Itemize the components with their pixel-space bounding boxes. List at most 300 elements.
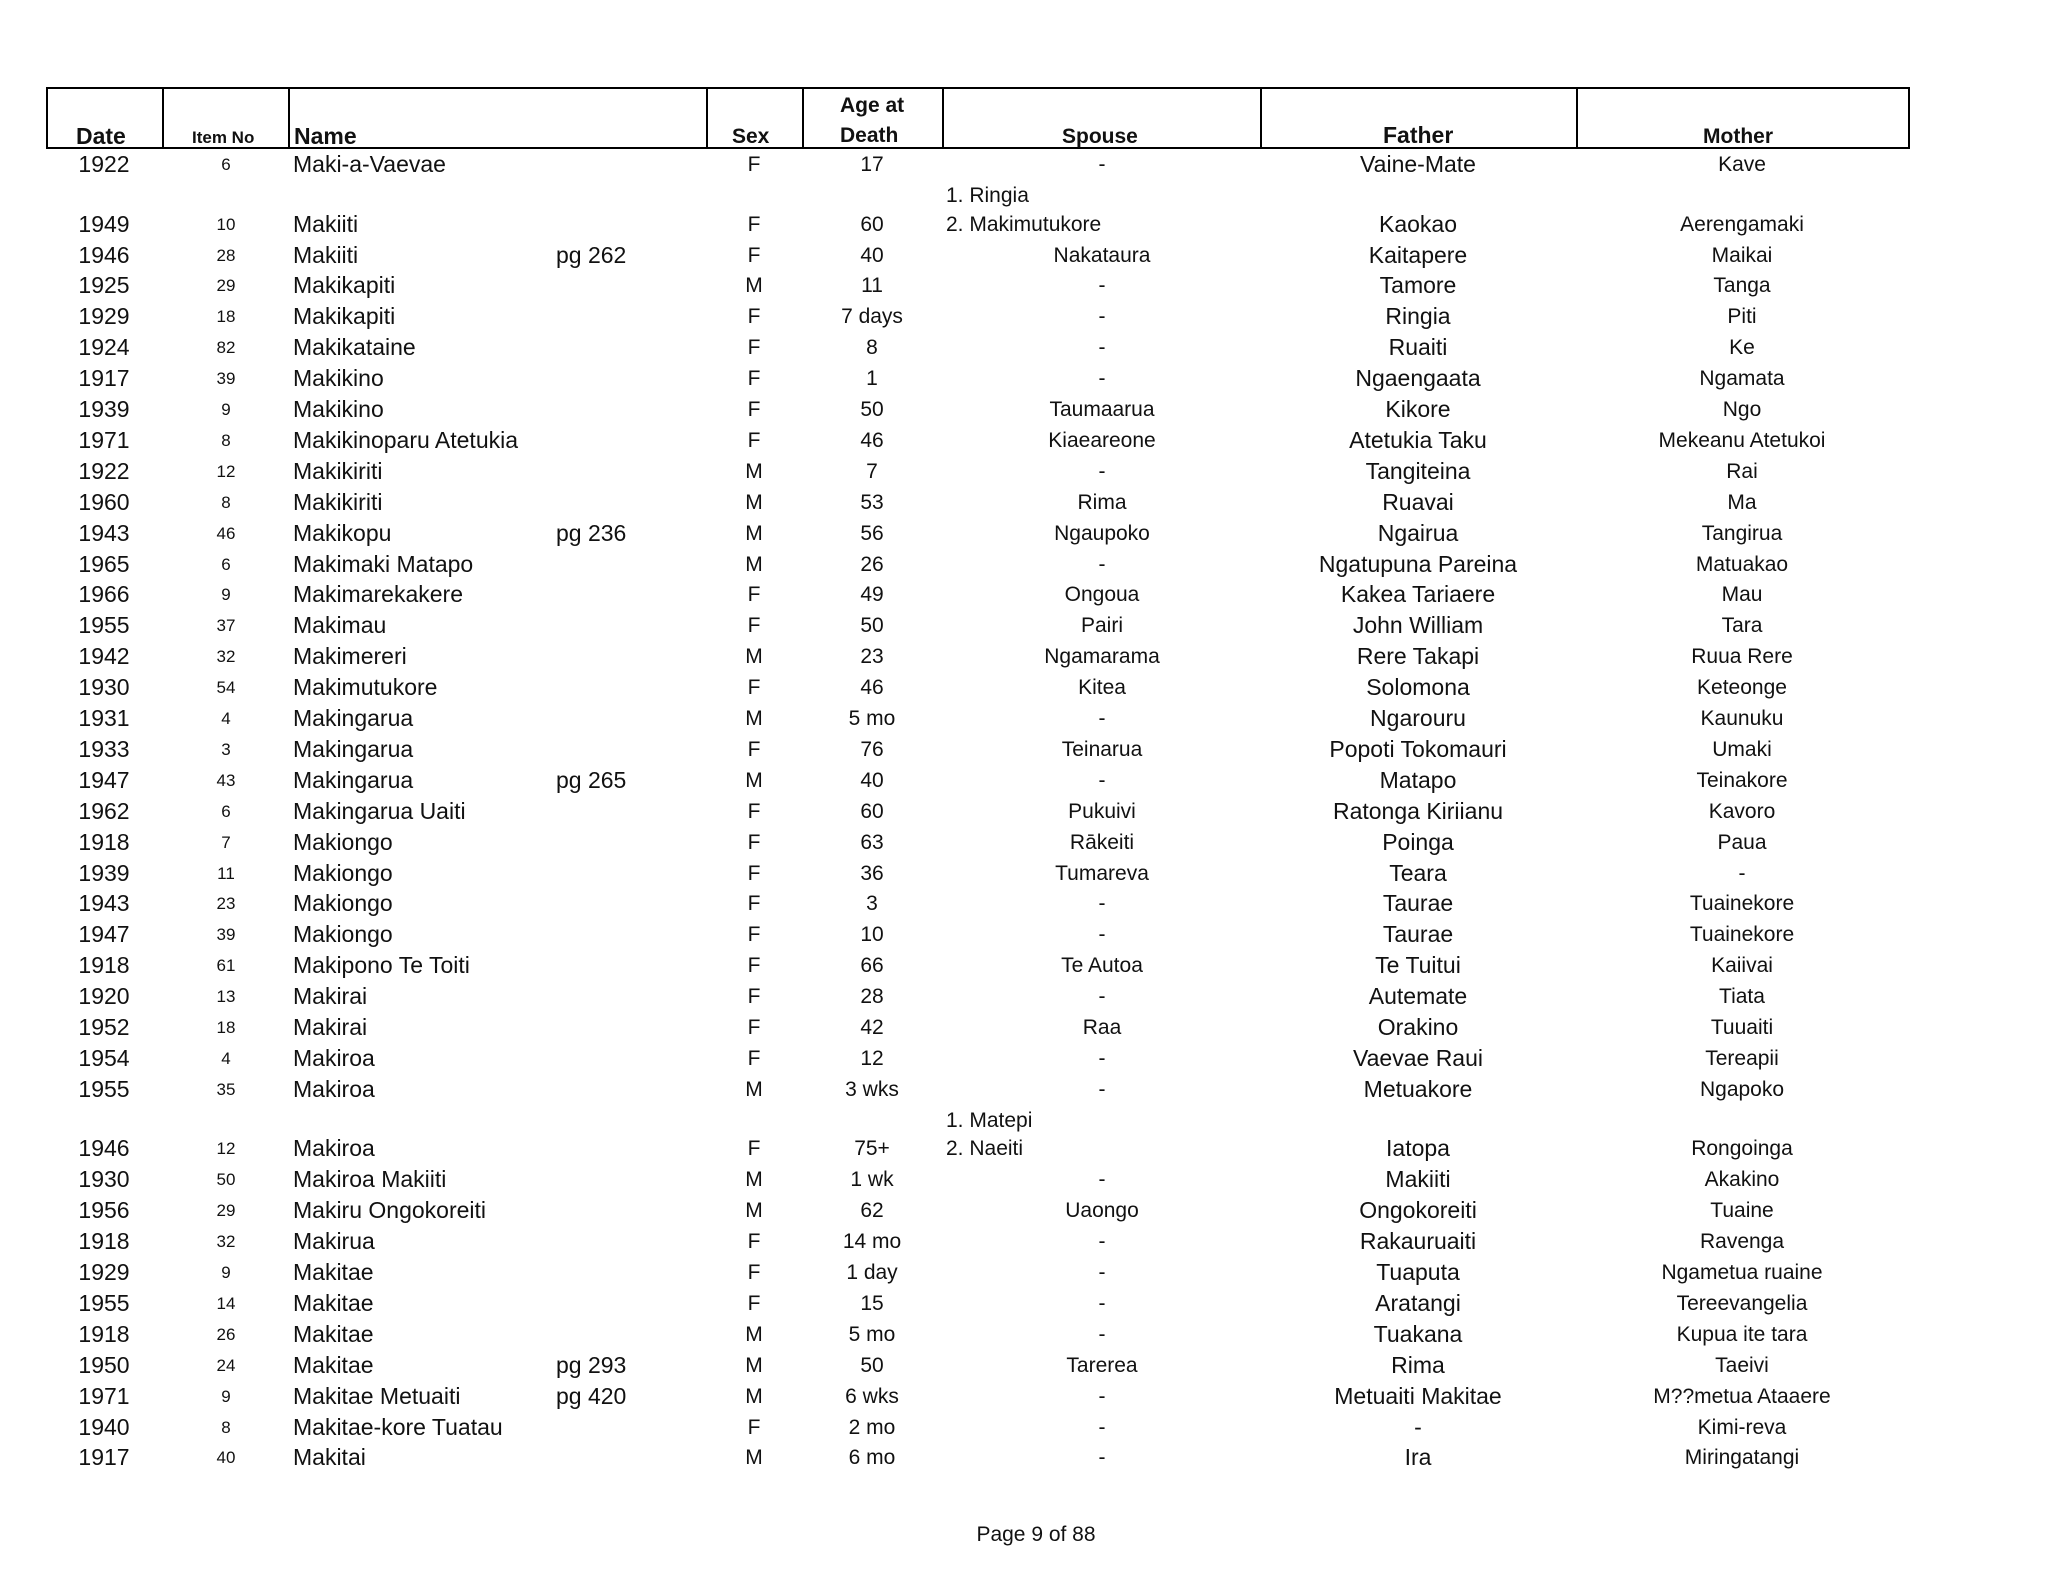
- cell-mother: Tangirua: [1701, 521, 1783, 545]
- cell-spouse: -: [1098, 985, 1106, 1009]
- cell-age: 12: [860, 1046, 884, 1070]
- cell-pg: pg 293: [556, 1351, 627, 1378]
- cell-mother: Kavoro: [1708, 799, 1776, 823]
- cell-sex: M: [745, 490, 763, 514]
- page-number: Page 9 of 88: [976, 1523, 1096, 1546]
- cell-father: Autemate: [1368, 983, 1468, 1010]
- cell-date: 1960: [78, 488, 130, 515]
- cell-item: 4: [221, 709, 231, 729]
- cell-date: 1966: [78, 581, 130, 608]
- cell-date: 1947: [78, 921, 130, 948]
- cell-father: -: [1414, 1413, 1422, 1440]
- cell-father: Metuakore: [1363, 1075, 1473, 1102]
- cell-date: 1922: [78, 457, 130, 484]
- cell-sex: M: [745, 1353, 763, 1377]
- cell-spouse: -: [1098, 274, 1106, 298]
- cell-spouse: -: [1098, 923, 1106, 947]
- cell-sex: M: [745, 1168, 763, 1192]
- cell-age: 17: [860, 153, 884, 176]
- cell-sex: F: [747, 830, 761, 854]
- cell-mother: Rai: [1726, 459, 1758, 483]
- cell-age: 28: [860, 985, 884, 1009]
- cell-date: 1971: [78, 1382, 130, 1409]
- cell-sex: F: [747, 398, 761, 422]
- cell-age: 42: [860, 1016, 884, 1040]
- cell-spouse: -: [1098, 459, 1106, 483]
- cell-age: 76: [860, 737, 884, 761]
- header-cell-sex: [706, 87, 804, 149]
- cell-date: 1952: [78, 1014, 130, 1041]
- cell-name: Makikopu: [293, 519, 392, 546]
- cell-spouse: -: [1098, 1322, 1106, 1346]
- cell-name: Makingarua: [293, 735, 414, 762]
- cell-spouse: -: [1098, 768, 1106, 792]
- cell-spouse: -: [1098, 1415, 1106, 1439]
- header-mother: Mother: [1703, 125, 1773, 148]
- cell-mother: Kupua ite tara: [1676, 1322, 1808, 1346]
- cell-father: Kaokao: [1378, 210, 1458, 237]
- cell-sex: F: [747, 861, 761, 885]
- cell-sex: F: [747, 799, 761, 823]
- cell-item: 28: [216, 245, 236, 265]
- cell-spouse: Ngamarama: [1044, 645, 1160, 669]
- cell-date: 1946: [78, 241, 130, 268]
- cell-mother: Kaiivai: [1711, 954, 1773, 978]
- cell-name: Makimereri: [293, 643, 407, 670]
- cell-age: 7 days: [841, 305, 903, 329]
- cell-name: Makikiriti: [293, 457, 383, 484]
- cell-item: 9: [221, 1263, 231, 1283]
- cell-pg: pg 420: [556, 1382, 627, 1409]
- header-cell-father: [1260, 87, 1578, 149]
- header-cell-date: [46, 87, 164, 149]
- cell-age: 5 mo: [848, 707, 896, 731]
- cell-item: 9: [221, 585, 231, 605]
- cell-name: Makingarua: [293, 705, 414, 732]
- cell-date: 1946: [78, 1135, 130, 1162]
- header-spouse: Spouse: [1062, 125, 1138, 148]
- header-cell-item-no: [162, 87, 290, 149]
- cell-spouse: Pairi: [1080, 614, 1124, 638]
- cell-father: Makiiti: [1385, 1166, 1451, 1193]
- cell-age: 8: [866, 336, 878, 360]
- cell-spouse: -: [1098, 1261, 1106, 1285]
- cell-item: 6: [221, 801, 231, 821]
- cell-item: 9: [221, 400, 231, 420]
- cell-sex: F: [747, 892, 761, 916]
- cell-age: 50: [860, 398, 884, 422]
- cell-father: Ringia: [1385, 303, 1451, 330]
- cell-spouse: -: [1098, 153, 1106, 176]
- cell-item: 11: [217, 863, 235, 883]
- cell-mother: Ngamata: [1699, 367, 1785, 391]
- cell-age: 15: [860, 1291, 884, 1315]
- cell-spouse: Kitea: [1078, 676, 1126, 700]
- cell-spouse: Ngaupoko: [1054, 521, 1150, 545]
- cell-mother: Mau: [1721, 583, 1763, 607]
- cell-mother: Tuaine: [1710, 1199, 1774, 1223]
- cell-father: Popoti Tokomauri: [1329, 735, 1507, 762]
- spouse-list-item: 1. Matepi: [946, 1108, 1033, 1132]
- cell-name: Makitae: [293, 1351, 374, 1378]
- cell-item: 46: [216, 523, 236, 543]
- cell-father: Vaevae Raui: [1353, 1044, 1483, 1071]
- cell-mother: Tanga: [1713, 274, 1771, 298]
- cell-date: 1918: [78, 952, 130, 979]
- cell-name: Makitai: [293, 1444, 366, 1471]
- cell-age: 1 wk: [850, 1168, 894, 1192]
- cell-spouse: Tumareva: [1055, 861, 1149, 885]
- cell-date: 1955: [78, 612, 130, 639]
- cell-date: 1956: [78, 1197, 130, 1224]
- cell-spouse: Pukuivi: [1068, 799, 1136, 823]
- cell-mother: Miringatangi: [1684, 1446, 1800, 1470]
- cell-item: 54: [216, 678, 236, 698]
- cell-date: 1949: [78, 210, 130, 237]
- cell-item: 50: [216, 1170, 236, 1190]
- cell-name: Makitae: [293, 1289, 374, 1316]
- cell-sex: M: [745, 707, 763, 731]
- cell-age: 56: [860, 521, 884, 545]
- cell-name: Makitae: [293, 1259, 374, 1286]
- cell-mother: Rongoinga: [1691, 1137, 1793, 1161]
- cell-sex: F: [747, 243, 761, 267]
- cell-name: Makipono Te Toiti: [293, 952, 470, 979]
- header-sex: Sex: [732, 125, 770, 148]
- cell-mother: Matuakao: [1695, 552, 1789, 576]
- cell-item: 29: [216, 1201, 236, 1221]
- cell-date: 1925: [78, 272, 130, 299]
- cell-name: Makirai: [293, 1014, 368, 1041]
- cell-spouse: -: [1098, 1384, 1106, 1408]
- cell-name: Makimau: [293, 612, 387, 639]
- cell-sex: F: [747, 923, 761, 947]
- cell-mother: -: [1738, 861, 1746, 885]
- cell-age: 14 mo: [842, 1230, 902, 1254]
- cell-sex: F: [747, 1261, 761, 1285]
- cell-date: 1917: [78, 1444, 130, 1471]
- cell-item: 82: [216, 338, 236, 358]
- cell-mother: Umaki: [1712, 737, 1772, 761]
- cell-age: 7: [866, 459, 878, 483]
- cell-age: 53: [860, 490, 884, 514]
- cell-item: 6: [221, 155, 231, 174]
- header-name: Name: [294, 123, 357, 149]
- cell-item: 61: [216, 956, 236, 976]
- cell-mother: Keteonge: [1697, 676, 1787, 700]
- cell-item: 7: [221, 832, 231, 852]
- cell-spouse: -: [1098, 1230, 1106, 1254]
- cell-item: 8: [221, 492, 231, 512]
- cell-father: Teara: [1389, 859, 1447, 886]
- cell-date: 1955: [78, 1075, 130, 1102]
- cell-sex: F: [747, 737, 761, 761]
- cell-sex: M: [745, 1384, 763, 1408]
- cell-spouse: Raa: [1082, 1016, 1122, 1040]
- cell-father: Ira: [1404, 1444, 1432, 1471]
- cell-name: Makiru Ongokoreiti: [293, 1197, 487, 1224]
- cell-date: 1939: [78, 859, 130, 886]
- header-date: Date: [76, 123, 126, 149]
- cell-father: Atetukia Taku: [1349, 426, 1487, 453]
- cell-spouse: -: [1098, 892, 1106, 916]
- cell-father: Ratonga Kiriianu: [1332, 797, 1504, 824]
- cell-father: Metuaiti Makitae: [1334, 1382, 1502, 1409]
- cell-father: Ongokoreiti: [1359, 1197, 1477, 1224]
- cell-date: 1929: [78, 1259, 130, 1286]
- cell-date: 1962: [78, 797, 130, 824]
- cell-item: 10: [216, 214, 236, 234]
- cell-date: 1918: [78, 828, 130, 855]
- cell-name: Makikinoparu Atetukia: [293, 426, 519, 453]
- cell-mother: Tara: [1721, 614, 1763, 638]
- cell-age: 50: [860, 614, 884, 638]
- cell-spouse: -: [1098, 1446, 1106, 1470]
- cell-name: Makingarua Uaiti: [293, 797, 466, 824]
- spouse-list-item: 2. Naeiti: [946, 1137, 1024, 1161]
- cell-sex: M: [745, 1077, 763, 1101]
- cell-item: 8: [221, 430, 231, 450]
- cell-age: 5 mo: [848, 1322, 896, 1346]
- cell-spouse: Nakataura: [1053, 243, 1151, 267]
- header-age-line2: Death: [840, 124, 899, 147]
- cell-item: 43: [216, 770, 236, 790]
- cell-name: Makimarekakere: [293, 581, 463, 608]
- header-cell-name: [288, 87, 708, 149]
- cell-sex: F: [747, 985, 761, 1009]
- cell-father: Tuakana: [1373, 1320, 1463, 1347]
- cell-father: Kaitapere: [1368, 241, 1468, 268]
- cell-pg: pg 262: [556, 241, 627, 268]
- cell-name: Makiroa: [293, 1075, 375, 1102]
- cell-sex: M: [745, 1322, 763, 1346]
- cell-mother: Ke: [1729, 336, 1755, 360]
- cell-mother: Tuuaiti: [1710, 1016, 1774, 1040]
- cell-date: 1922: [78, 151, 130, 177]
- cell-spouse: -: [1098, 305, 1106, 329]
- cell-age: 3 wks: [845, 1077, 899, 1101]
- cell-sex: M: [745, 521, 763, 545]
- cell-spouse: -: [1098, 336, 1106, 360]
- cell-date: 1955: [78, 1289, 130, 1316]
- cell-name: Maki-a-Vaevae: [293, 151, 446, 177]
- cell-father: John William: [1352, 612, 1484, 639]
- cell-item: 39: [216, 369, 236, 389]
- cell-item: 37: [216, 616, 236, 636]
- cell-date: 1942: [78, 643, 130, 670]
- cell-spouse: -: [1098, 552, 1106, 576]
- cell-name: Makikataine: [293, 334, 416, 361]
- cell-sex: F: [747, 153, 761, 176]
- cell-father: Ngatupuna Pareina: [1318, 550, 1518, 577]
- cell-spouse: -: [1098, 1291, 1106, 1315]
- cell-sex: F: [747, 336, 761, 360]
- cell-date: 1918: [78, 1320, 130, 1347]
- cell-mother: Tereevangelia: [1676, 1291, 1808, 1315]
- cell-name: Makitae: [293, 1320, 374, 1347]
- cell-father: Taurae: [1382, 890, 1454, 917]
- cell-date: 1931: [78, 705, 130, 732]
- cell-age: 3: [866, 892, 878, 916]
- cell-sex: M: [745, 1199, 763, 1223]
- cell-sex: F: [747, 954, 761, 978]
- cell-father: Poinga: [1382, 828, 1454, 855]
- cell-age: 62: [860, 1199, 884, 1223]
- cell-mother: Ngapoko: [1699, 1077, 1785, 1101]
- cell-age: 1: [866, 367, 878, 391]
- cell-spouse: Uaongo: [1065, 1199, 1139, 1223]
- cell-name: Makiiti: [293, 241, 359, 268]
- cell-item: 40: [216, 1448, 236, 1468]
- cell-age: 6 mo: [848, 1446, 896, 1470]
- cell-date: 1933: [78, 735, 130, 762]
- cell-spouse: -: [1098, 367, 1106, 391]
- cell-sex: F: [747, 305, 761, 329]
- cell-sex: M: [745, 1446, 763, 1470]
- header-cell-mother: [1576, 87, 1910, 149]
- cell-father: Taurae: [1382, 921, 1454, 948]
- cell-name: Makiiti: [293, 210, 359, 237]
- cell-father: Iatopa: [1386, 1135, 1450, 1162]
- cell-father: Kakea Tariaere: [1340, 581, 1496, 608]
- cell-item: 32: [216, 647, 236, 667]
- cell-item: 23: [216, 894, 236, 914]
- header-father: Father: [1383, 122, 1454, 148]
- cell-age: 1 day: [846, 1261, 898, 1285]
- cell-age: 75+: [854, 1137, 890, 1161]
- cell-name: Makiongo: [293, 921, 393, 948]
- cell-spouse: -: [1098, 707, 1106, 731]
- cell-father: Ngaengaata: [1355, 365, 1481, 392]
- cell-mother: Ma: [1727, 490, 1757, 514]
- cell-father: Ruavai: [1382, 488, 1454, 515]
- cell-mother: Piti: [1727, 305, 1757, 329]
- header-age-line1: Age at: [840, 94, 905, 117]
- cell-date: 1929: [78, 303, 130, 330]
- cell-name: Makimaki Matapo: [293, 550, 474, 577]
- cell-spouse: -: [1098, 1077, 1106, 1101]
- cell-spouse: -: [1098, 1046, 1106, 1070]
- cell-mother: Tereapii: [1705, 1046, 1779, 1070]
- cell-item: 13: [216, 987, 236, 1007]
- cell-item: 18: [216, 1018, 236, 1038]
- cell-name: Makitae Metuaiti: [293, 1382, 461, 1409]
- cell-father: Ruaiti: [1388, 334, 1448, 361]
- cell-age: 23: [860, 645, 884, 669]
- cell-item: 26: [216, 1324, 236, 1344]
- cell-pg: pg 236: [556, 519, 627, 546]
- cell-name: Makiongo: [293, 859, 393, 886]
- cell-age: 40: [860, 768, 884, 792]
- cell-father: Rima: [1391, 1351, 1445, 1378]
- cell-age: 36: [860, 861, 884, 885]
- cell-father: Te Tuitui: [1375, 952, 1461, 979]
- cell-sex: F: [747, 1415, 761, 1439]
- cell-mother: Ngametua ruaine: [1661, 1261, 1823, 1285]
- cell-name: Makimutukore: [293, 674, 438, 701]
- cell-date: 1940: [78, 1413, 130, 1440]
- cell-sex: F: [747, 1230, 761, 1254]
- cell-sex: F: [747, 367, 761, 391]
- cell-name: Makiongo: [293, 890, 393, 917]
- cell-mother: Tiata: [1719, 985, 1765, 1009]
- cell-item: 18: [216, 307, 236, 327]
- cell-date: 1924: [78, 334, 130, 361]
- cell-item: 14: [216, 1293, 236, 1313]
- cell-name: Makikapiti: [293, 272, 396, 299]
- cell-date: 1950: [78, 1351, 130, 1378]
- header-item-no: Item No: [192, 128, 255, 147]
- cell-sex: F: [747, 1046, 761, 1070]
- cell-mother: Kave: [1718, 153, 1766, 176]
- cell-age: 49: [860, 583, 884, 607]
- cell-item: 12: [216, 1139, 236, 1159]
- cell-date: 1971: [78, 426, 130, 453]
- cell-mother: Maikai: [1711, 243, 1773, 267]
- cell-mother: Teinakore: [1696, 768, 1788, 792]
- cell-date: 1947: [78, 766, 130, 793]
- cell-age: 11: [861, 274, 883, 298]
- cell-father: Ngairua: [1377, 519, 1459, 546]
- cell-age: 63: [860, 830, 884, 854]
- cell-spouse: Taumaarua: [1049, 398, 1155, 422]
- cell-sex: M: [745, 552, 763, 576]
- cell-sex: M: [745, 274, 763, 298]
- cell-date: 1918: [78, 1228, 130, 1255]
- cell-date: 1943: [78, 890, 130, 917]
- cell-age: 26: [860, 552, 884, 576]
- cell-mother: Ngo: [1722, 398, 1762, 422]
- cell-name: Makiroa Makiiti: [293, 1166, 447, 1193]
- cell-sex: F: [747, 1291, 761, 1315]
- cell-item: 12: [216, 461, 236, 481]
- cell-date: 1920: [78, 983, 130, 1010]
- cell-father: Solomona: [1366, 674, 1470, 701]
- header-cell-spouse: [942, 87, 1262, 149]
- cell-mother: Aerengamaki: [1680, 212, 1804, 236]
- cell-mother: Kimi-reva: [1697, 1415, 1787, 1439]
- cell-spouse: Te Autoa: [1061, 954, 1143, 978]
- cell-mother: Mekeanu Atetukoi: [1658, 428, 1826, 452]
- cell-date: 1930: [78, 674, 130, 701]
- cell-father: Orakino: [1377, 1014, 1459, 1041]
- cell-item: 8: [221, 1417, 231, 1437]
- cell-mother: Paua: [1717, 830, 1767, 854]
- cell-sex: F: [747, 676, 761, 700]
- cell-item: 32: [216, 1232, 236, 1252]
- cell-item: 3: [221, 739, 231, 759]
- cell-age: 10: [860, 923, 884, 947]
- cell-age: 6 wks: [845, 1384, 899, 1408]
- cell-item: 39: [216, 925, 236, 945]
- cell-date: 1965: [78, 550, 130, 577]
- cell-father: Kikore: [1385, 396, 1451, 423]
- cell-sex: F: [747, 1016, 761, 1040]
- cell-age: 66: [860, 954, 884, 978]
- cell-father: Ngarouru: [1370, 705, 1466, 732]
- cell-father: Vaine-Mate: [1360, 151, 1476, 177]
- cell-name: Makingarua: [293, 766, 414, 793]
- header-cell-age: [802, 87, 944, 149]
- cell-date: 1954: [78, 1044, 130, 1071]
- cell-item: 24: [216, 1355, 236, 1375]
- cell-date: 1943: [78, 519, 130, 546]
- cell-father: Tangiteina: [1365, 457, 1471, 484]
- cell-mother: Tuainekore: [1689, 892, 1795, 916]
- cell-spouse: Rākeiti: [1069, 830, 1135, 854]
- cell-name: Makirai: [293, 983, 368, 1010]
- cell-name: Makikiriti: [293, 488, 383, 515]
